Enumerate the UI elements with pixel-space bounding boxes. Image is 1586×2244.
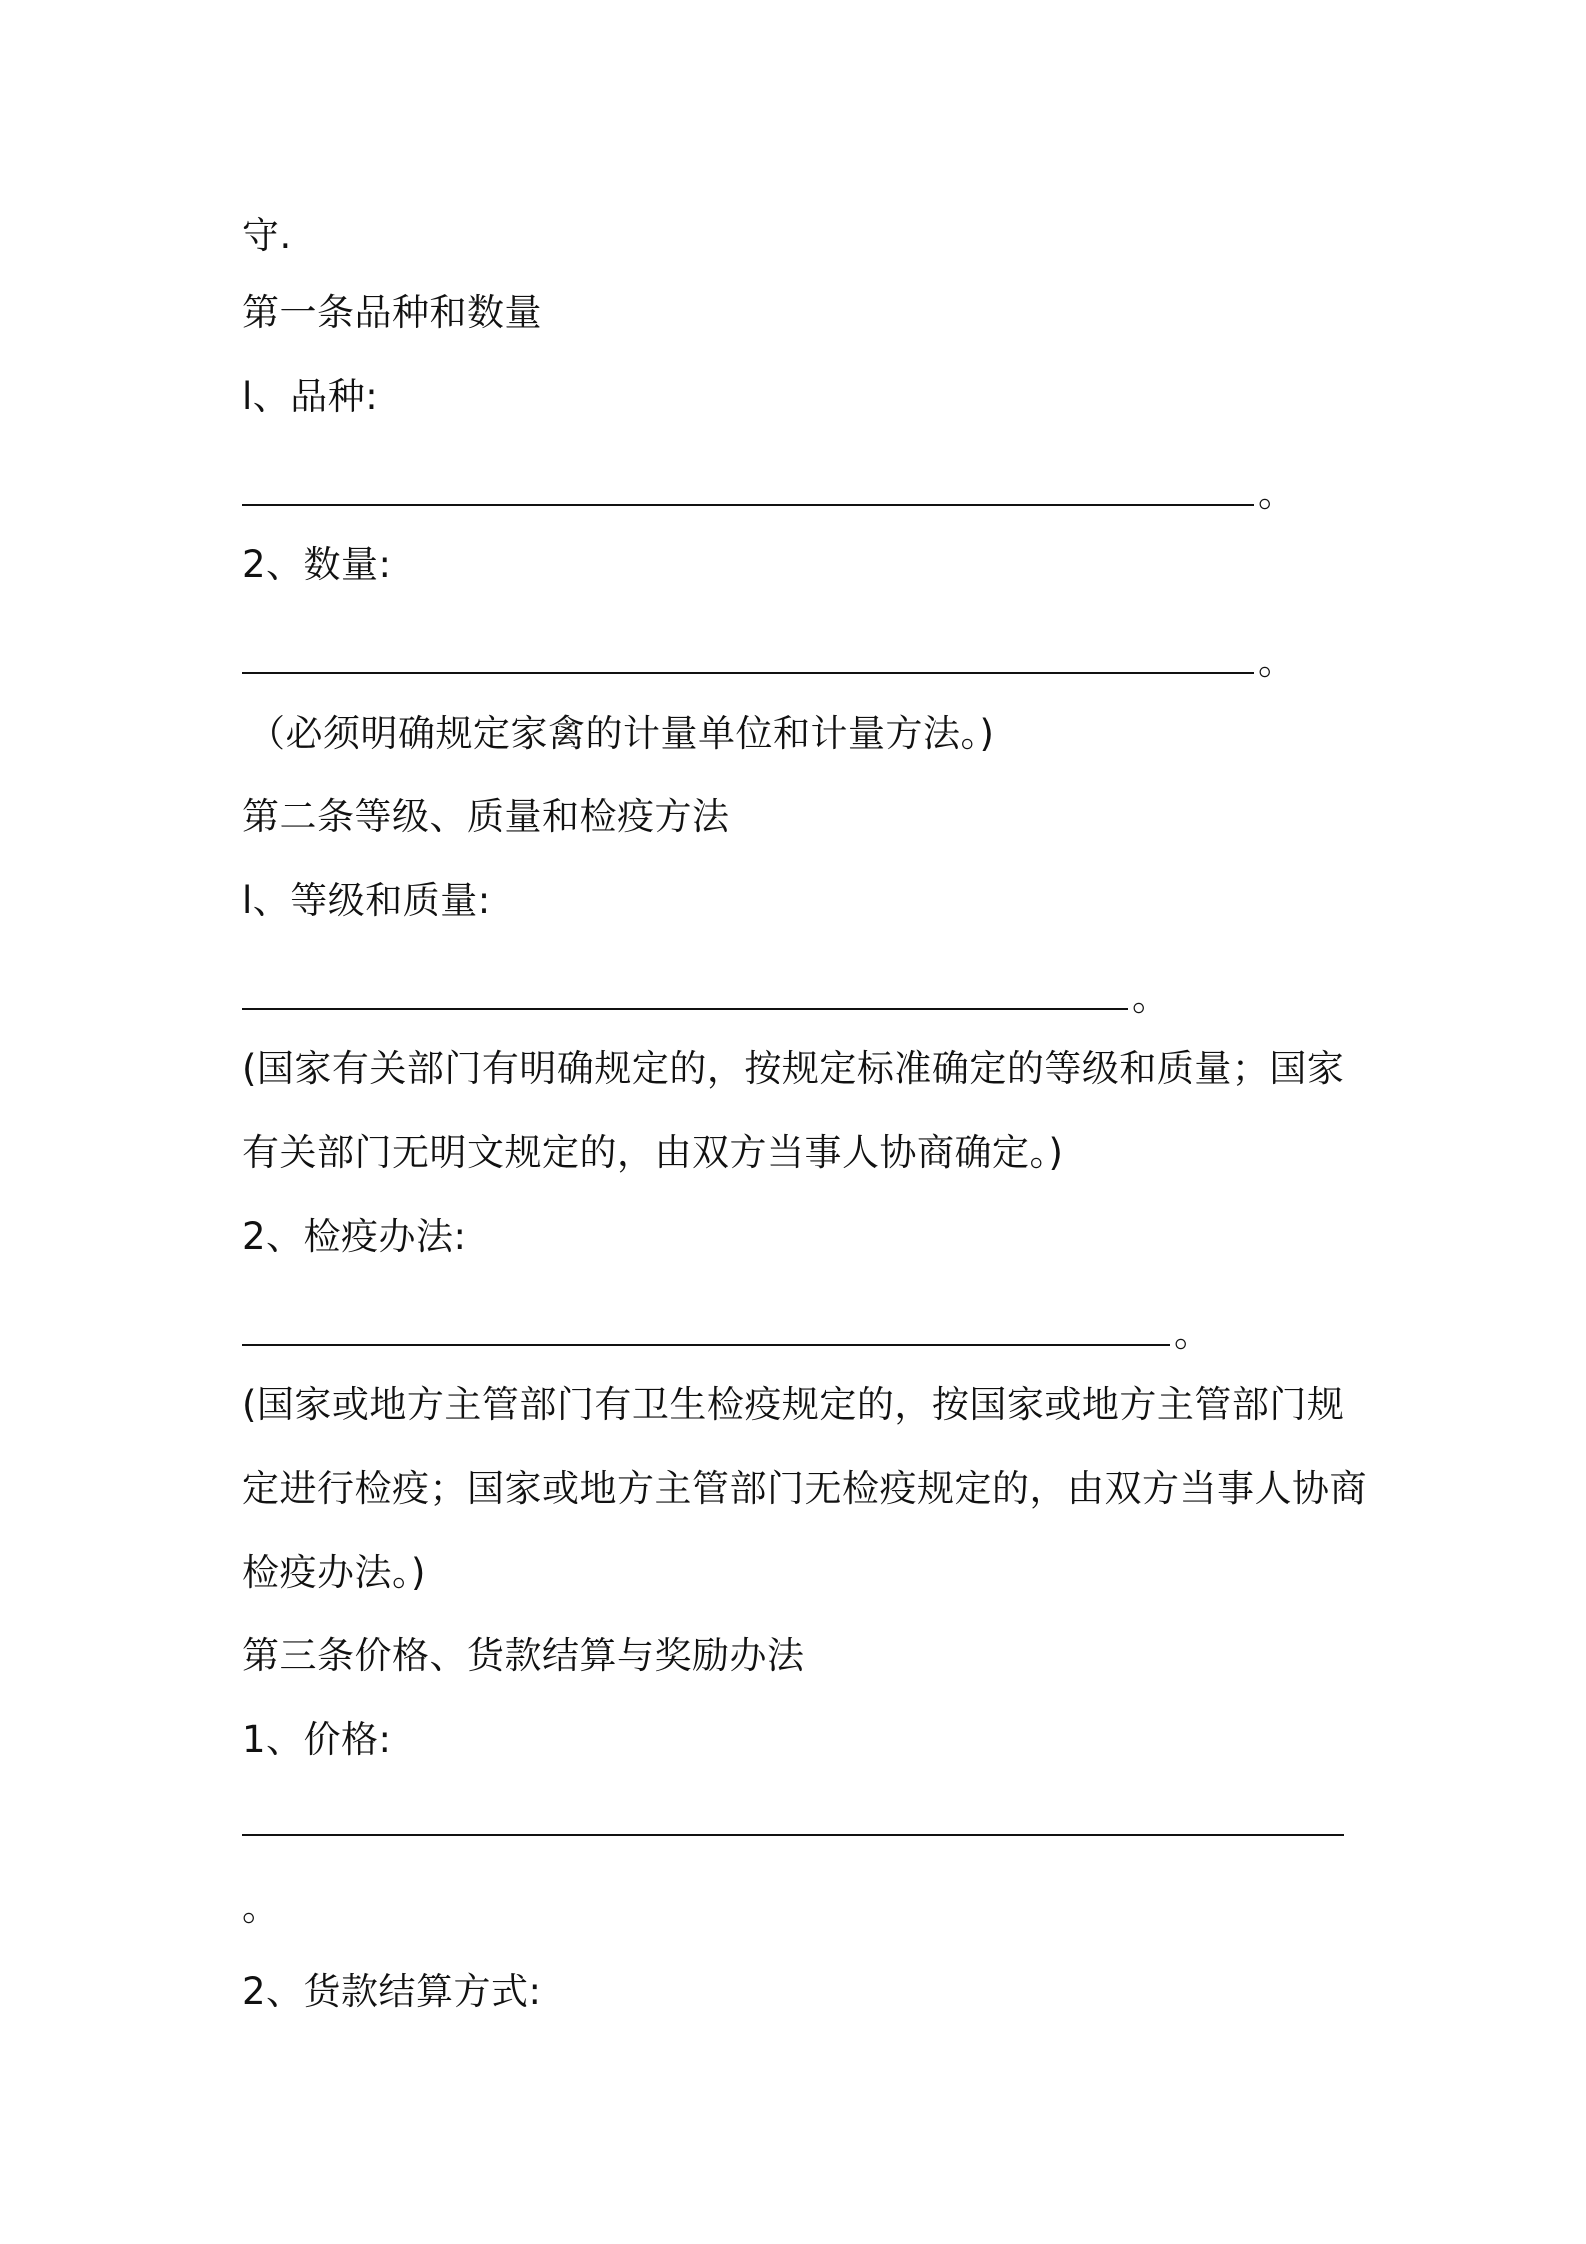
quarantine-note-line-2: 定进行检疫；国家或地方主管部门无检疫规定的，由双方当事人协商 bbox=[242, 1467, 1367, 1510]
grade-quality-underline bbox=[242, 978, 1128, 1010]
grade-quality-note-line-2: 有关部门无明文规定的，由双方当事人协商确定。) bbox=[242, 1131, 1064, 1174]
price-period: 。 bbox=[242, 1886, 280, 1929]
quarantine-note-line-3: 检疫办法。) bbox=[242, 1551, 426, 1594]
quarantine-underline bbox=[242, 1314, 1170, 1346]
grade-quality-fill-blank[interactable] bbox=[242, 976, 1169, 1020]
quantity-note: （必须明确规定家禽的计量单位和计量方法。) bbox=[248, 712, 995, 755]
item-quarantine-label: 2、检疫办法: bbox=[242, 1215, 467, 1258]
article-3-heading: 第三条价格、货款结算与奖励办法 bbox=[242, 1634, 805, 1677]
item-grade-quality-label: l、等级和质量: bbox=[242, 879, 491, 922]
grade-quality-period: 。 bbox=[1132, 976, 1169, 1019]
article-1-heading: 第一条品种和数量 bbox=[242, 291, 542, 334]
variety-fill-blank[interactable] bbox=[242, 472, 1295, 516]
quarantine-note-line-1: (国家或地方主管部门有卫生检疫规定的，按国家或地方主管部门规 bbox=[242, 1383, 1345, 1426]
variety-underline bbox=[242, 474, 1254, 506]
quarantine-period: 。 bbox=[1174, 1312, 1211, 1355]
grade-quality-note-line-1: (国家有关部门有明确规定的，按规定标准确定的等级和质量；国家 bbox=[242, 1047, 1345, 1090]
text-line-continuation: 守. bbox=[242, 214, 292, 257]
item-price-label: 1、价格: bbox=[242, 1718, 392, 1761]
price-underline[interactable] bbox=[242, 1832, 1344, 1836]
item-variety-label: l、品种: bbox=[242, 375, 379, 418]
quantity-period: 。 bbox=[1258, 640, 1295, 683]
variety-period: 。 bbox=[1258, 472, 1295, 515]
quarantine-fill-blank[interactable] bbox=[242, 1312, 1211, 1356]
item-payment-method-label: 2、货款结算方式: bbox=[242, 1970, 542, 2013]
quantity-fill-blank[interactable] bbox=[242, 640, 1295, 684]
article-2-heading: 第二条等级、质量和检疫方法 bbox=[242, 795, 730, 838]
quantity-underline bbox=[242, 642, 1254, 674]
item-quantity-label: 2、数量: bbox=[242, 543, 392, 586]
